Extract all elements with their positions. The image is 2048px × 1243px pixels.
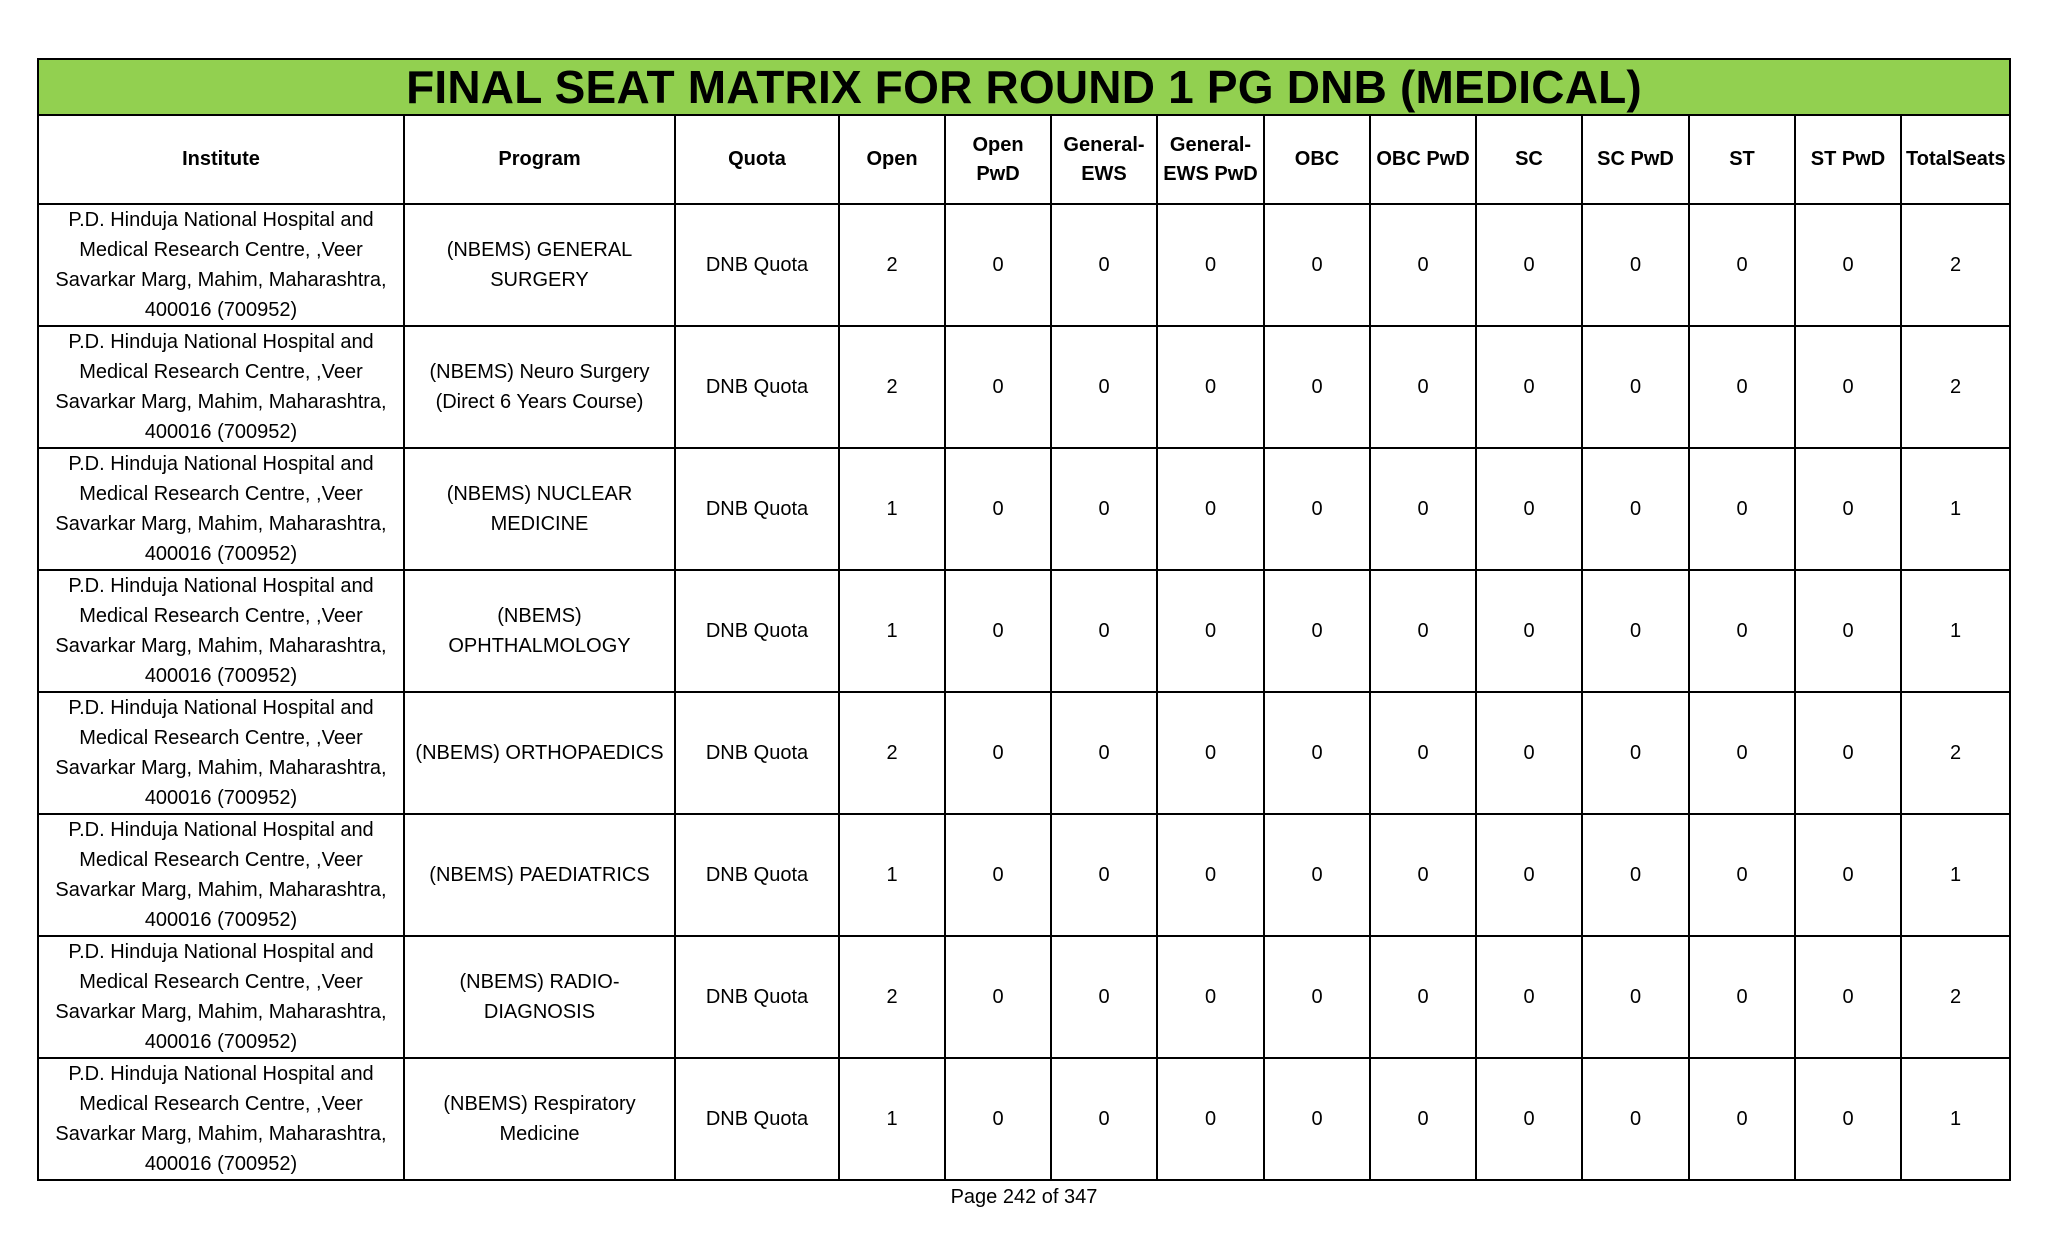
cell-obc: 0 [1264, 570, 1370, 692]
cell-quota: DNB Quota [675, 692, 839, 814]
cell-open: 1 [839, 814, 945, 936]
table-row [38, 570, 2010, 692]
cell-open: 2 [839, 936, 945, 1058]
column-header-open: Open [839, 115, 945, 204]
cell-st-pwd: 0 [1795, 326, 1901, 448]
cell-general-ews-pwd: 0 [1157, 204, 1264, 326]
cell-st-pwd: 0 [1795, 1058, 1901, 1180]
cell-obc: 0 [1264, 448, 1370, 570]
cell-program: (NBEMS) Neuro Surgery (Direct 6 Years Course) [404, 326, 675, 448]
column-header-general-ews: General-EWS [1051, 115, 1157, 204]
cell-open: 2 [839, 204, 945, 326]
cell-obc-pwd: 0 [1370, 448, 1476, 570]
cell-general-ews: 0 [1051, 326, 1157, 448]
cell-institute: P.D. Hinduja National Hospital and Medical Research Centre, ,Veer Savarkar Marg, Mahim, Maharashtra, 400016 (700952) [38, 692, 404, 814]
cell-obc-pwd: 0 [1370, 570, 1476, 692]
cell-st: 0 [1689, 1058, 1795, 1180]
cell-institute: P.D. Hinduja National Hospital and Medical Research Centre, ,Veer Savarkar Marg, Mahim, Maharashtra, 400016 (700952) [38, 936, 404, 1058]
cell-open-pwd: 0 [945, 570, 1051, 692]
column-header-institute: Institute [38, 115, 404, 204]
cell-total-seats: 2 [1901, 936, 2010, 1058]
cell-obc-pwd: 0 [1370, 204, 1476, 326]
cell-obc: 0 [1264, 814, 1370, 936]
cell-obc: 0 [1264, 204, 1370, 326]
table-row [38, 448, 2010, 570]
seat-matrix-sheet [37, 58, 2009, 1181]
cell-institute: P.D. Hinduja National Hospital and Medical Research Centre, ,Veer Savarkar Marg, Mahim, Maharashtra, 400016 (700952) [38, 204, 404, 326]
cell-general-ews-pwd: 0 [1157, 570, 1264, 692]
cell-general-ews-pwd: 0 [1157, 448, 1264, 570]
cell-total-seats: 2 [1901, 692, 2010, 814]
table-row [38, 326, 2010, 448]
cell-general-ews: 0 [1051, 814, 1157, 936]
cell-st: 0 [1689, 204, 1795, 326]
table-row [38, 1058, 2010, 1180]
cell-general-ews-pwd: 0 [1157, 1058, 1264, 1180]
cell-st: 0 [1689, 570, 1795, 692]
cell-institute: P.D. Hinduja National Hospital and Medical Research Centre, ,Veer Savarkar Marg, Mahim, Maharashtra, 400016 (700952) [38, 326, 404, 448]
cell-open-pwd: 0 [945, 692, 1051, 814]
cell-general-ews-pwd: 0 [1157, 936, 1264, 1058]
cell-program: (NBEMS) RADIO-DIAGNOSIS [404, 936, 675, 1058]
cell-total-seats: 2 [1901, 204, 2010, 326]
cell-program: (NBEMS) PAEDIATRICS [404, 814, 675, 936]
page-number: Page 242 of 347 [950, 1186, 1098, 1208]
cell-quota: DNB Quota [675, 204, 839, 326]
cell-total-seats: 2 [1901, 326, 2010, 448]
cell-institute: P.D. Hinduja National Hospital and Medical Research Centre, ,Veer Savarkar Marg, Mahim, Maharashtra, 400016 (700952) [38, 448, 404, 570]
cell-total-seats: 1 [1901, 570, 2010, 692]
cell-general-ews: 0 [1051, 1058, 1157, 1180]
column-header-sc-pwd: SC PwD [1582, 115, 1689, 204]
cell-open-pwd: 0 [945, 326, 1051, 448]
column-header-st: ST [1689, 115, 1795, 204]
cell-sc: 0 [1476, 692, 1582, 814]
cell-general-ews-pwd: 0 [1157, 814, 1264, 936]
cell-sc-pwd: 0 [1582, 204, 1689, 326]
cell-program: (NBEMS) OPHTHALMOLOGY [404, 570, 675, 692]
cell-sc: 0 [1476, 1058, 1582, 1180]
cell-open: 2 [839, 692, 945, 814]
table-row [38, 692, 2010, 814]
cell-sc-pwd: 0 [1582, 692, 1689, 814]
cell-open: 2 [839, 326, 945, 448]
cell-open: 1 [839, 570, 945, 692]
cell-sc-pwd: 0 [1582, 570, 1689, 692]
table-body [38, 204, 2010, 1180]
cell-open-pwd: 0 [945, 1058, 1051, 1180]
cell-st-pwd: 0 [1795, 570, 1901, 692]
cell-st: 0 [1689, 814, 1795, 936]
cell-obc-pwd: 0 [1370, 1058, 1476, 1180]
cell-total-seats: 1 [1901, 1058, 2010, 1180]
cell-total-seats: 1 [1901, 448, 2010, 570]
cell-st: 0 [1689, 326, 1795, 448]
table-row [38, 814, 2010, 936]
cell-general-ews: 0 [1051, 570, 1157, 692]
column-header-sc: SC [1476, 115, 1582, 204]
cell-sc: 0 [1476, 814, 1582, 936]
cell-general-ews: 0 [1051, 448, 1157, 570]
cell-sc-pwd: 0 [1582, 814, 1689, 936]
cell-quota: DNB Quota [675, 570, 839, 692]
cell-st-pwd: 0 [1795, 814, 1901, 936]
column-header-total-seats: TotalSeats [1901, 115, 2010, 204]
cell-institute: P.D. Hinduja National Hospital and Medical Research Centre, ,Veer Savarkar Marg, Mahim, Maharashtra, 400016 (700952) [38, 814, 404, 936]
cell-open-pwd: 0 [945, 204, 1051, 326]
cell-total-seats: 1 [1901, 814, 2010, 936]
column-header-quota: Quota [675, 115, 839, 204]
cell-quota: DNB Quota [675, 326, 839, 448]
cell-obc: 0 [1264, 1058, 1370, 1180]
column-header-st-pwd: ST PwD [1795, 115, 1901, 204]
seat-matrix-table [37, 58, 2011, 1181]
cell-quota: DNB Quota [675, 936, 839, 1058]
cell-sc: 0 [1476, 326, 1582, 448]
cell-quota: DNB Quota [675, 814, 839, 936]
column-header-row [38, 115, 2010, 204]
cell-st: 0 [1689, 692, 1795, 814]
cell-st: 0 [1689, 936, 1795, 1058]
cell-general-ews-pwd: 0 [1157, 692, 1264, 814]
column-header-general-ews-pwd: General-EWS PwD [1157, 115, 1264, 204]
cell-general-ews-pwd: 0 [1157, 326, 1264, 448]
table-row [38, 204, 2010, 326]
title-row [38, 59, 2010, 115]
cell-obc: 0 [1264, 326, 1370, 448]
cell-open: 1 [839, 448, 945, 570]
cell-open-pwd: 0 [945, 936, 1051, 1058]
cell-obc-pwd: 0 [1370, 814, 1476, 936]
cell-sc: 0 [1476, 204, 1582, 326]
cell-obc-pwd: 0 [1370, 936, 1476, 1058]
cell-obc: 0 [1264, 692, 1370, 814]
column-header-obc: OBC [1264, 115, 1370, 204]
cell-program: (NBEMS) NUCLEAR MEDICINE [404, 448, 675, 570]
cell-institute: P.D. Hinduja National Hospital and Medical Research Centre, ,Veer Savarkar Marg, Mahim, Maharashtra, 400016 (700952) [38, 570, 404, 692]
cell-st-pwd: 0 [1795, 204, 1901, 326]
cell-obc: 0 [1264, 936, 1370, 1058]
cell-open: 1 [839, 1058, 945, 1180]
cell-st-pwd: 0 [1795, 692, 1901, 814]
cell-st-pwd: 0 [1795, 448, 1901, 570]
cell-sc-pwd: 0 [1582, 936, 1689, 1058]
cell-obc-pwd: 0 [1370, 692, 1476, 814]
cell-sc-pwd: 0 [1582, 1058, 1689, 1180]
column-header-open-pwd: Open PwD [945, 115, 1051, 204]
column-header-obc-pwd: OBC PwD [1370, 115, 1476, 204]
cell-st-pwd: 0 [1795, 936, 1901, 1058]
cell-open-pwd: 0 [945, 814, 1051, 936]
cell-sc: 0 [1476, 936, 1582, 1058]
cell-obc-pwd: 0 [1370, 326, 1476, 448]
cell-general-ews: 0 [1051, 204, 1157, 326]
cell-sc: 0 [1476, 448, 1582, 570]
column-header-program: Program [404, 115, 675, 204]
cell-sc-pwd: 0 [1582, 448, 1689, 570]
cell-general-ews: 0 [1051, 692, 1157, 814]
cell-program: (NBEMS) ORTHOPAEDICS [404, 692, 675, 814]
cell-open-pwd: 0 [945, 448, 1051, 570]
page-title: FINAL SEAT MATRIX FOR ROUND 1 PG DNB (MEDICAL) [38, 59, 2010, 115]
cell-general-ews: 0 [1051, 936, 1157, 1058]
cell-sc: 0 [1476, 570, 1582, 692]
cell-institute: P.D. Hinduja National Hospital and Medical Research Centre, ,Veer Savarkar Marg, Mahim, Maharashtra, 400016 (700952) [38, 1058, 404, 1180]
cell-program: (NBEMS) Respiratory Medicine [404, 1058, 675, 1180]
cell-quota: DNB Quota [675, 1058, 839, 1180]
cell-sc-pwd: 0 [1582, 326, 1689, 448]
cell-quota: DNB Quota [675, 448, 839, 570]
cell-program: (NBEMS) GENERAL SURGERY [404, 204, 675, 326]
table-row [38, 936, 2010, 1058]
cell-st: 0 [1689, 448, 1795, 570]
